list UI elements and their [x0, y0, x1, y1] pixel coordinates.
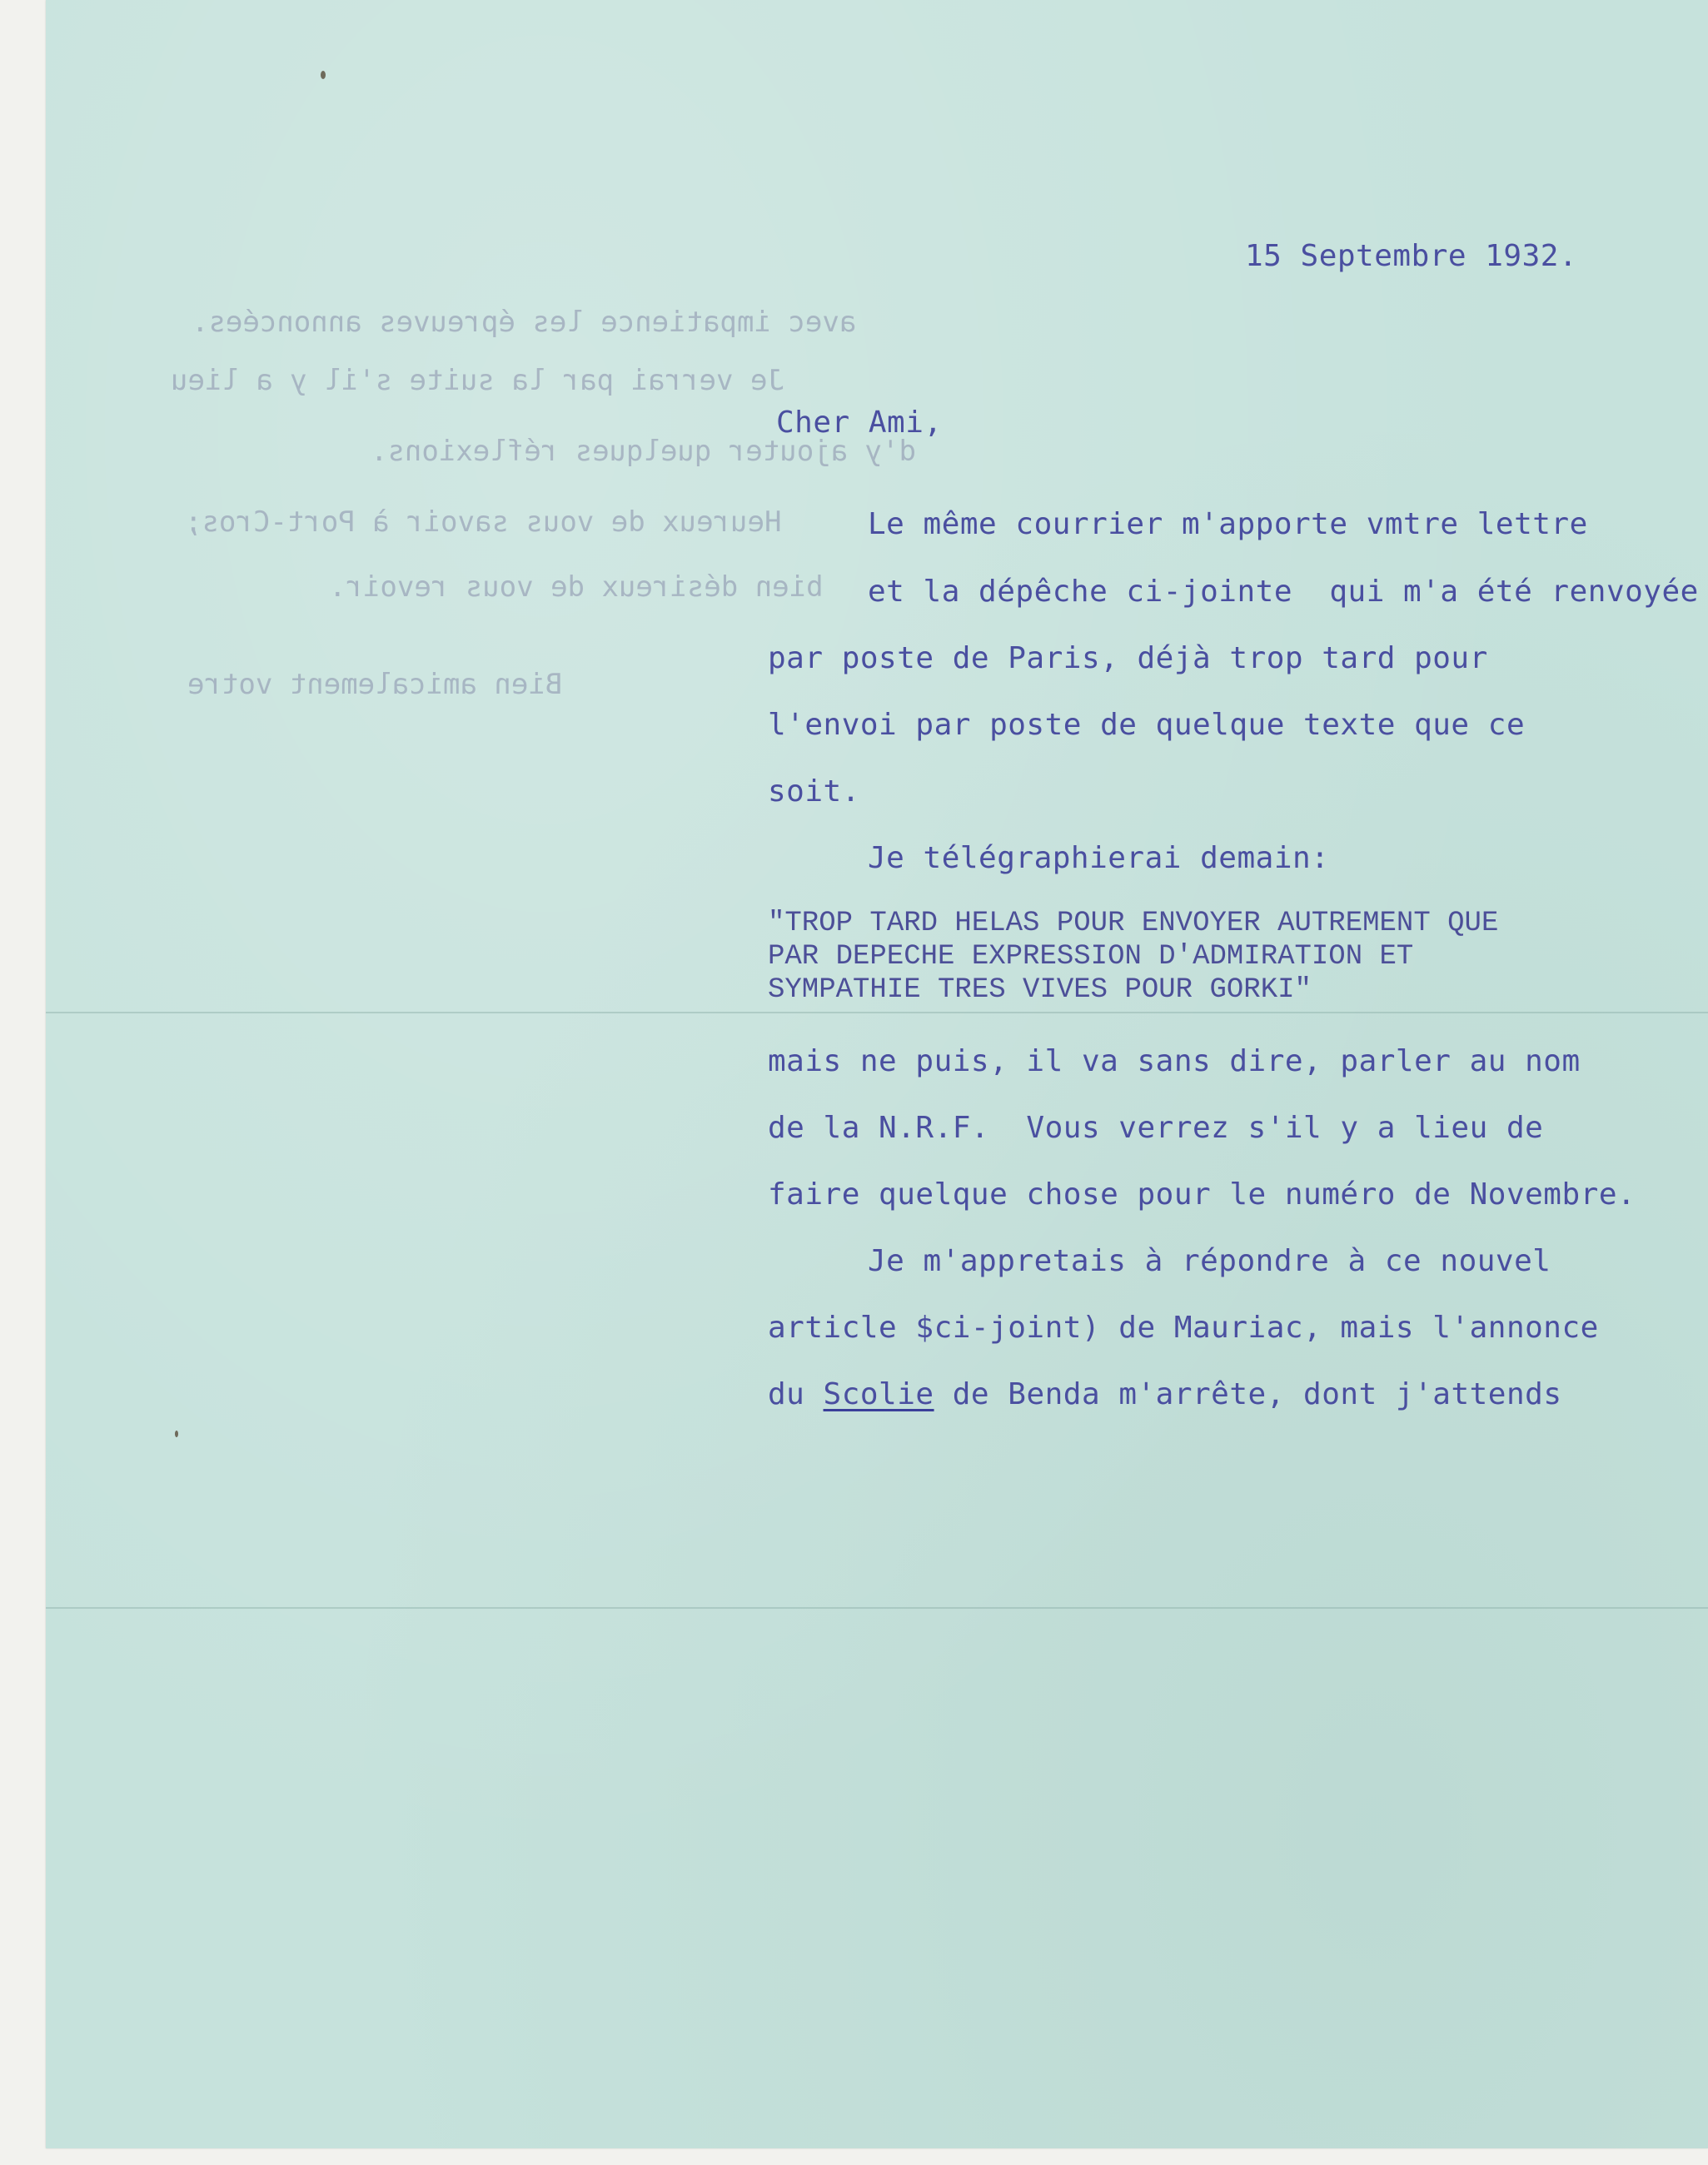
letter-line: faire quelque chose pour le numéro de Novembre. [768, 1177, 1636, 1212]
show-through-line: bien désireux de vous revoir. [329, 570, 824, 604]
letter-line: de la N.R.F. Vous verrez s'il y a lieu de [768, 1111, 1544, 1145]
letter-line: Le même courrier m'apporte vmtre lettre [868, 507, 1588, 541]
show-through-line: d'y ajouter quelques réflexions. [371, 435, 917, 468]
show-through-line: Bien amicalement votre [187, 668, 563, 701]
telegram-line: PAR DEPECHE EXPRESSION D'ADMIRATION ET [768, 941, 1414, 973]
letter-line-last [768, 1377, 1562, 1411]
show-through-line: Je verrai par la suite s'il y a lieu [171, 364, 784, 397]
paper-crease [46, 1012, 1708, 1013]
last-line-start: du [768, 1377, 824, 1411]
paper-crease [46, 1607, 1708, 1609]
letter-line: Je télégraphierai demain: [868, 841, 1330, 875]
telegram-line: SYMPATHIE TRES VIVES POUR GORKI" [768, 974, 1312, 1006]
show-through-line: avec impatience les épreuves annoncées. [192, 306, 857, 339]
letter-line: article $ci-joint) de Mauriac, mais l'annonce [768, 1311, 1599, 1345]
letter-date: 15 Septembre 1932. [1245, 239, 1578, 273]
letter-line: Je m'appretais à répondre à ce nouvel [868, 1244, 1551, 1278]
last-line-end: de Benda m'arrête, dont j'attends [934, 1377, 1562, 1411]
paper-speck [321, 71, 326, 79]
letter-salutation: Cher Ami, [776, 406, 943, 440]
paper-speck [175, 1431, 178, 1437]
letter-line: et la dépêche ci-jointe qui m'a été renvoyée [868, 575, 1699, 609]
letter-line: l'envoi par poste de quelque texte que ce [768, 708, 1526, 742]
underlined-title: Scolie [823, 1377, 934, 1411]
telegram-line: "TROP TARD HELAS POUR ENVOYER AUTREMENT QUE [768, 908, 1499, 939]
show-through-line: Heureux de vous savoir à Port-Cros; [185, 505, 782, 539]
letter-line: mais ne puis, il va sans dire, parler au nom [768, 1044, 1581, 1078]
letter-line: par poste de Paris, déjà trop tard pour [768, 641, 1488, 675]
letter-line: soit. [768, 774, 860, 809]
